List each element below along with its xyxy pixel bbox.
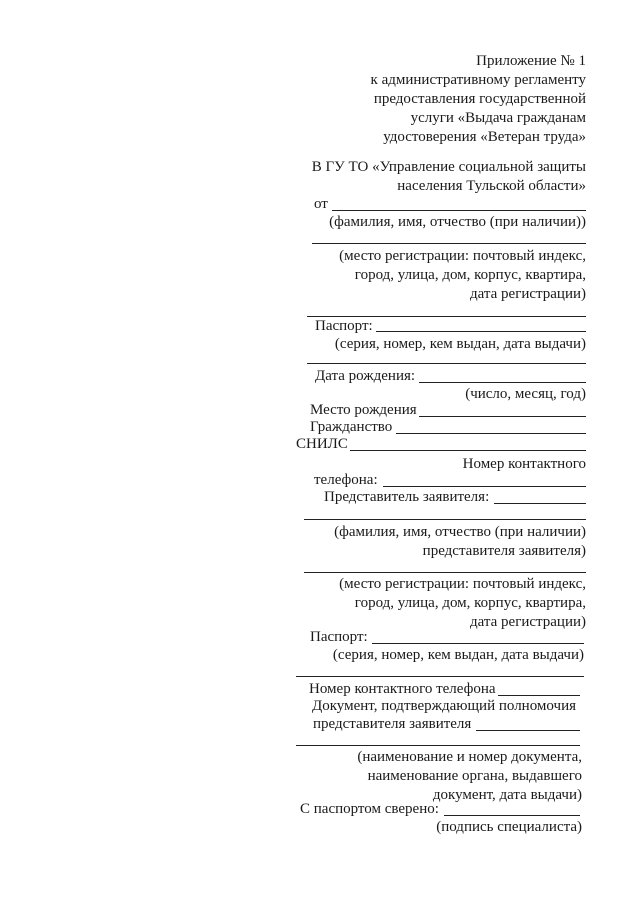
representative-registration-line[interactable] <box>304 572 586 573</box>
representative-passport-line[interactable] <box>372 643 584 644</box>
snils-line[interactable] <box>350 450 586 451</box>
applicant-phone-line[interactable] <box>383 486 586 487</box>
authority-doc-line-2[interactable] <box>296 745 580 746</box>
applicant-phone-label-1: Номер контактного <box>462 456 586 472</box>
birth-date-hint: (число, месяц, год) <box>465 386 586 402</box>
applicant-passport-hint: (серия, номер, кем выдан, дата выдачи) <box>334 336 586 352</box>
applicant-passport-line[interactable] <box>376 331 586 332</box>
representative-registration-hint-3: дата регистрации) <box>469 614 586 630</box>
representative-phone-label: Номер контактного телефона <box>309 681 496 697</box>
representative-phone-line[interactable] <box>498 695 580 696</box>
applicant-registration-hint-3: дата регистрации) <box>469 286 586 302</box>
birth-place-line[interactable] <box>419 416 586 417</box>
applicant-registration-line[interactable] <box>312 243 586 244</box>
authority-doc-hint-2: наименование органа, выдавшего <box>367 768 582 784</box>
appendix-title: Приложение № 1 <box>476 53 586 69</box>
representative-label: Представитель заявителя: <box>324 489 490 505</box>
appendix-line-2: к административному регламенту <box>370 72 586 88</box>
applicant-passport-line-2[interactable] <box>307 363 586 364</box>
authority-doc-label-1: Документ, подтверждающий полномочия <box>312 698 576 714</box>
applicant-name-line[interactable] <box>332 210 586 211</box>
representative-line[interactable] <box>494 503 586 504</box>
birth-date-label: Дата рождения: <box>315 368 416 384</box>
representative-passport-hint: (серия, номер, кем выдан, дата выдачи) <box>332 647 584 663</box>
appendix-line-3: предоставления государственной <box>373 91 586 107</box>
applicant-phone-label-2: телефона: <box>314 472 378 488</box>
applicant-passport-label: Паспорт: <box>315 318 373 334</box>
representative-name-hint-1: (фамилия, имя, отчество (при наличии) <box>334 524 586 540</box>
applicant-name-hint: (фамилия, имя, отчество (при наличии)) <box>329 214 586 230</box>
verification-hint: (подпись специалиста) <box>436 819 582 835</box>
representative-registration-hint-2: город, улица, дом, корпус, квартира, <box>354 595 586 611</box>
representative-passport-line-2[interactable] <box>296 676 584 677</box>
citizenship-line[interactable] <box>396 433 586 434</box>
authority-doc-hint-1: (наименование и номер документа, <box>357 749 582 765</box>
applicant-registration-hint-2: город, улица, дом, корпус, квартира, <box>354 267 586 283</box>
addressee-line-1: В ГУ ТО «Управление социальной защиты <box>311 159 586 175</box>
citizenship-label: Гражданство <box>310 419 393 435</box>
verification-label: С паспортом сверено: <box>300 801 439 817</box>
authority-doc-hint-3: документ, дата выдачи) <box>432 787 582 803</box>
applicant-registration-hint-1: (место регистрации: почтовый индекс, <box>339 248 586 264</box>
applicant-registration-line-2[interactable] <box>307 316 586 317</box>
verification-signature-line[interactable] <box>444 815 580 816</box>
authority-doc-line[interactable] <box>476 730 580 731</box>
appendix-line-4: услуги «Выдача гражданам <box>410 110 586 126</box>
from-label: от <box>314 196 328 212</box>
representative-name-hint-2: представителя заявителя) <box>422 543 586 559</box>
birth-date-line[interactable] <box>419 382 586 383</box>
addressee-line-2: населения Тульской области» <box>397 178 586 194</box>
birth-place-label: Место рождения <box>310 402 417 418</box>
authority-doc-label-2: представителя заявителя <box>313 716 472 732</box>
appendix-line-5: удостоверения «Ветеран труда» <box>383 129 586 145</box>
representative-name-line[interactable] <box>304 519 586 520</box>
snils-label: СНИЛС <box>296 436 348 452</box>
representative-passport-label: Паспорт: <box>310 629 368 645</box>
representative-registration-hint-1: (место регистрации: почтовый индекс, <box>339 576 586 592</box>
